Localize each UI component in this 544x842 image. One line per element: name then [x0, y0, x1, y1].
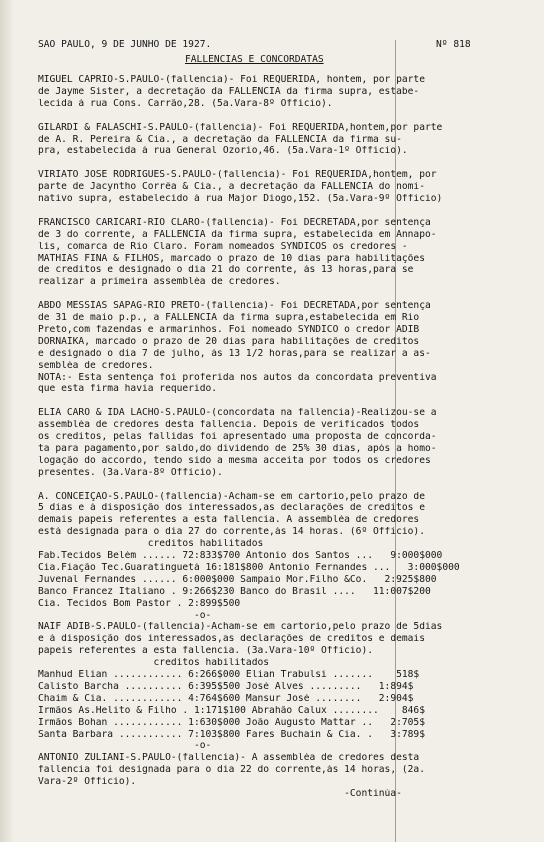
text-line: 5 dias e á disposição dos interessados,as declarações de creditos e: [38, 503, 425, 514]
text-line: lis, comarca de Rio Claro. Foram nomeados SYNDICOS os credores -: [38, 241, 408, 252]
text-line: de 3 do corrente, a FALLENCIA da firma supra, estabelecida em Annapo-: [38, 229, 437, 240]
section-title: FALLENCIAS E CONCORDATAS: [185, 55, 324, 65]
text-line: que esta firma havia requerido.: [38, 384, 218, 395]
text-line: papeis referentes a esta fallencia. (3a.Vara-10º Officio).: [38, 646, 374, 657]
text-line: DORNAIKA, marcado o prazo de 20 dias para habilitações de creditos: [38, 336, 420, 347]
text-line: Juvenal Fernandes ...... 6:000$000 Sampaio Mor.Filho &Co. 2:925$800: [38, 574, 437, 585]
text-line: ABDO MESSIAS SAPAG-RIO PRETO-(fallencia)- Foi DECRETADA,por sentença: [38, 301, 431, 312]
text-line: -Continúa-: [38, 789, 402, 799]
text-line: Irmãos As.Helito & Filho . 1:171$100 Abrahão Calux ........ 846$: [38, 705, 425, 716]
text-line: fallencia foi designada para o dia 22 do corrente,ás 14 horas, (2a.: [38, 765, 425, 776]
text-line: presentes. (3a.Vara-8º Officio).: [38, 467, 223, 478]
text-line: VIRIATO JOSÉ RODRIGUES-S.PAULO-(fallencia)- Foi REQUERIDA,hontem, por: [38, 170, 437, 181]
text-line: MIGUEL CAPRIO-S.PAULO-(fallencia)- Foi REQUERIDA, hontem, por parte: [38, 75, 425, 85]
dateline: SÃO PAULO, 9 DE JUNHO DE 1927.: [38, 40, 212, 50]
text-line: ta para pagamento,por saldo,do dividendo de 25% 30 dias, após a homo-: [38, 443, 437, 454]
text-line: está designada para o dia 27 do corrente,ás 14 horas. (6º Officio).: [38, 527, 425, 538]
text-line: de 31 de maio p.p., a FALLENCIA da firma supra,estabelecida em Rio: [38, 313, 420, 323]
text-line: Irmãos Bohan ............ 1:630$000 João Augusto Mattar .. 2:705$: [38, 717, 425, 728]
text-line: Cia. Tecidos Bom Pastor . 2:899$500: [38, 598, 241, 609]
text-line: -o-: [38, 610, 212, 621]
text-line: Chaim & Cia. ............ 4:764$600 Mansur José ........ 2:904$: [38, 693, 414, 704]
text-line: os creditos, pelas fallidas foi apresentado uma proposta de concorda-: [38, 432, 437, 442]
text-line: logação do accordo, tendo sido a mesma acceita por todos os credores: [38, 455, 431, 466]
text-line: Santa Barbara ........... 7:103$800 Fares Buchain & Cia. . 3:789$: [38, 729, 425, 740]
text-line: nativo supra, estabelecido á rua Major Diogo,152. (5a.Vara-9º Officio): [38, 194, 443, 204]
text-line: demais papeis referentes a esta fallencia. A assembléa de credores: [38, 515, 420, 526]
scan-edge-shadow: [0, 0, 14, 842]
text-line: ELIA CARO & IDA LACHO-S.PAULO-(concordata na fallencia)-Realizou-se a: [38, 408, 437, 419]
text-line: creditos habilitados: [38, 658, 270, 669]
text-line: NAIF ADIB-S.PAULO-(fallencia)-Acham-se em cartorio,pelo prazo de 5dias: [38, 622, 443, 633]
text-line: Calisto Barcha .......... 6:395$500 José Alves ......... 1:894$: [38, 681, 414, 692]
text-line: ANTONIO ZULIANI-S.PAULO-(fallencia)- A assembléa de credores desta: [38, 753, 420, 764]
text-line: Preto,com fazendas e armarinhos. Foi nomeado SYNDICO o credor ADIB: [38, 324, 420, 335]
text-line: creditos habilitados: [38, 539, 264, 550]
text-line: FRANCISCO CARICARI-RIO CLARO-(fallencia)- Foi DECRETADA,por sentença: [38, 217, 431, 228]
text-line: assembléa de credores desta fallencia. Depois de verificados todos: [38, 420, 420, 431]
text-line: GILARDI & FALASCHI-S.PAULO-(fallencia)- Foi REQUERIDA,hontem,por parte: [38, 122, 443, 133]
text-line: de A. R. Pereira & Cia., a decretação da FALLENCIA da firma su-: [38, 134, 402, 145]
text-line: de Jayme Sister, a decretação da FALLENCIA da firma supra, estabe-: [38, 86, 420, 97]
text-line: de creditos e designado o dia 21 do corrente, ás 13 horas,para se: [38, 265, 414, 276]
text-line: Vara-2º Officio).: [38, 777, 137, 788]
text-line: Cia.Fiação Tec.Guaratinguetá 16:181$800 Antonio Fernandes ... 3:000$000: [38, 562, 460, 573]
text-line: parte de Jacyntho Corrêa & Cia., a decretação da FALLENCIA do nomi-: [38, 182, 425, 193]
text-line: MATHIAS FINA & FILHOS, marcado o prazo de 10 dias para habilitações: [38, 253, 425, 264]
text-line: Manhud Elian ............ 6:266$000 Elian Trabulsi ....... 518$: [38, 670, 420, 680]
text-line: -o-: [38, 741, 212, 752]
document-number: Nº 818: [436, 40, 471, 50]
text-line: lecida á rua Cons. Carrão,28. (5a.Vara-8º Officio).: [38, 98, 333, 109]
text-line: pra, estabelecida á rua General Ozorio,46. (5a.Vara-1º Officio).: [38, 146, 408, 157]
text-line: sembléa de credores.: [38, 360, 154, 371]
text-line: Banco Francez Italiano . 9:266$230 Banco do Brasil .... 11:007$200: [38, 586, 431, 597]
text-line: e á disposição dos interessados,as declarações de creditos e demais: [38, 634, 425, 645]
text-line: realizar a primeira assembléa de credores.: [38, 277, 281, 288]
text-line: A. CONCEIÇÃO-S.PAULO-(fallencia)-Acham-se em cartorio,pelo prazo de: [38, 491, 425, 502]
text-line: Fab.Tecidos Belém ...... 72:833$700 Antonio dos Santos ... 9:000$000: [38, 551, 443, 561]
text-line: NOTA:- Esta sentença foi proferida nos autos da concordata preventiva: [38, 372, 437, 383]
text-line: e designado o dia 7 de julho, ás 13 1/2 horas,para se realizar a as-: [38, 348, 431, 359]
